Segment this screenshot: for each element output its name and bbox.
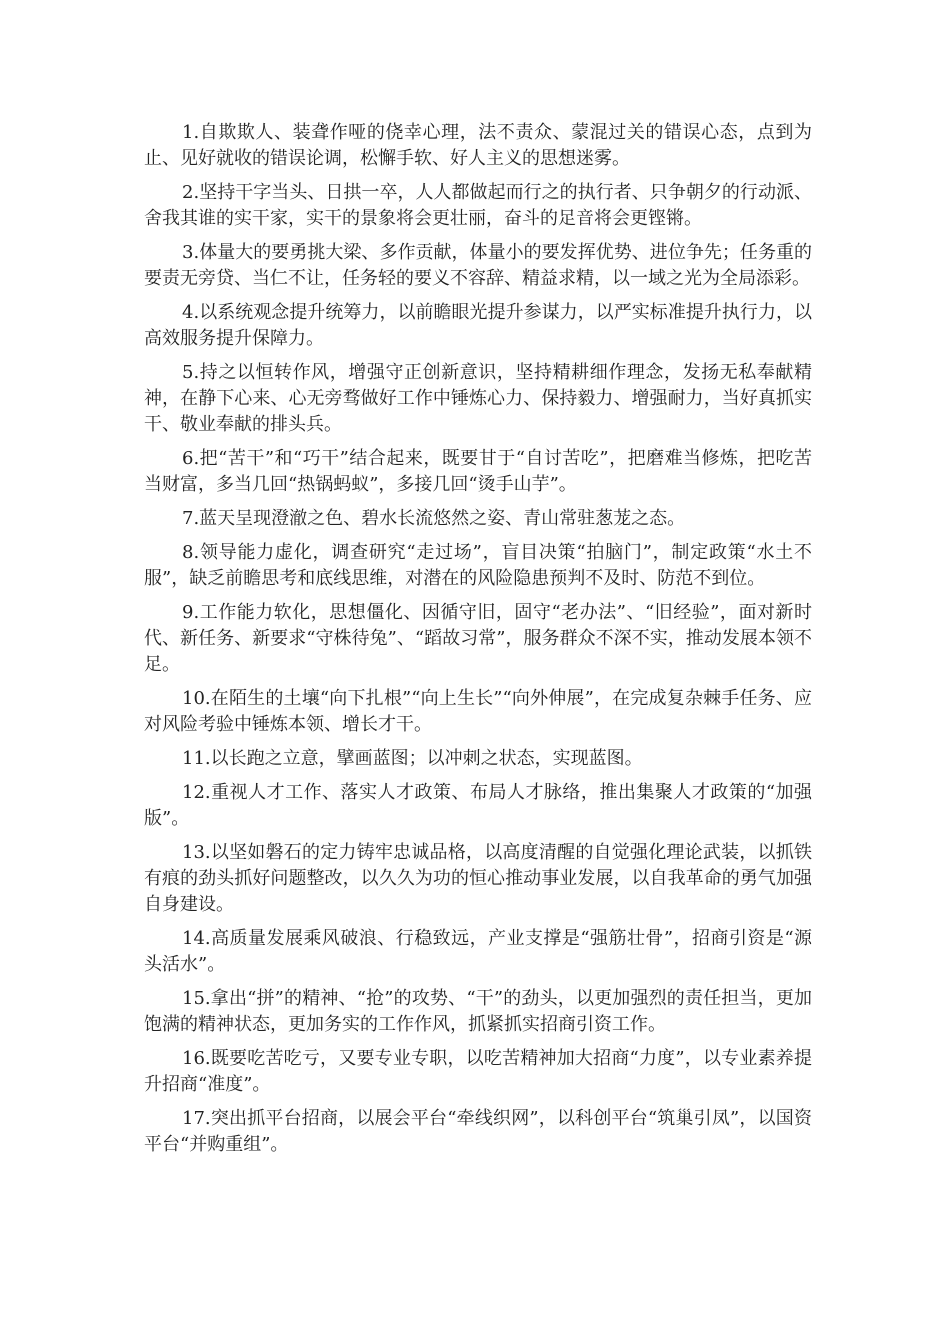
paragraph-7: 7.蓝天呈现澄澈之色、碧水长流悠然之姿、青山常驻葱茏之态。	[182, 508, 686, 529]
document-body	[144, 120, 812, 1166]
paragraph-14: 14.高质量发展乘风破浪、行稳致远，产业支撑是“强筋壮骨”，招商引资是“源头活水”。	[144, 928, 812, 975]
paragraph-9: 9.工作能力软化，思想僵化、因循守旧，固守“老办法”、“旧经验”，面对新时代、新任务、新要求“守株待兔”、“蹈故习常”，服务群众不深不实，推动发展本领不足。	[144, 602, 812, 675]
paragraph-2: 2.坚持干字当头、日拱一卒，人人都做起而行之的执行者、只争朝夕的行动派、舍我其谁的实干家，实干的景象将会更壮丽，奋斗的足音将会更铿锵。	[144, 182, 812, 229]
paragraph-11: 11.以长跑之立意，擘画蓝图；以冲刺之状态，实现蓝图。	[182, 748, 643, 769]
paragraph-1: 1.自欺欺人、装聋作哑的侥幸心理，法不责众、蒙混过关的错误心态，点到为止、见好就收的错误论调，松懈手软、好人主义的思想迷雾。	[144, 122, 812, 169]
paragraph-15: 15.拿出“拼”的精神、“抢”的攻势、“干”的劲头，以更加强烈的责任担当，更加饱满的精神状态，更加务实的工作作风，抓紧抓实招商引资工作。	[144, 988, 812, 1035]
paragraph-3: 3.体量大的要勇挑大梁、多作贡献，体量小的要发挥优势、进位争先；任务重的要责无旁贷、当仁不让，任务轻的要义不容辞、精益求精，以一域之光为全局添彩。	[144, 242, 812, 289]
paragraph-13: 13.以坚如磐石的定力铸牢忠诚品格，以高度清醒的自觉强化理论武装，以抓铁有痕的劲头抓好问题整改，以久久为功的恒心推动事业发展，以自我革命的勇气加强自身建设。	[144, 842, 812, 915]
paragraph-8: 8.领导能力虚化，调查研究“走过场”，盲目决策“拍脑门”，制定政策“水土不服”，缺乏前瞻思考和底线思维，对潜在的风险隐患预判不及时、防范不到位。	[144, 542, 812, 589]
paragraph-12: 12.重视人才工作、落实人才政策、布局人才脉络，推出集聚人才政策的“加强版”。	[144, 782, 812, 829]
paragraph-16: 16.既要吃苦吃亏，又要专业专职，以吃苦精神加大招商“力度”，以专业素养提升招商“准度”。	[144, 1048, 812, 1095]
paragraph-6: 6.把“苦干”和“巧干”结合起来，既要甘于“自讨苦吃”，把磨难当修炼，把吃苦当财富，多当几回“热锅蚂蚁”，多接几回“烫手山芋”。	[144, 448, 812, 495]
paragraph-5: 5.持之以恒转作风，增强守正创新意识，坚持精耕细作理念，发扬无私奉献精神，在静下心来、心无旁骛做好工作中锤炼心力、保持毅力、增强耐力，当好真抓实干、敬业奉献的排头兵。	[144, 362, 812, 435]
paragraph-17: 17.突出抓平台招商，以展会平台“牵线织网”，以科创平台“筑巢引凤”，以国资平台“并购重组”。	[144, 1108, 812, 1155]
paragraph-10: 10.在陌生的土壤“向下扎根”“向上生长”“向外伸展”，在完成复杂棘手任务、应对风险考验中锤炼本领、增长才干。	[144, 688, 812, 735]
paragraph-4: 4.以系统观念提升统筹力，以前瞻眼光提升参谋力，以严实标准提升执行力，以高效服务提升保障力。	[144, 302, 812, 349]
